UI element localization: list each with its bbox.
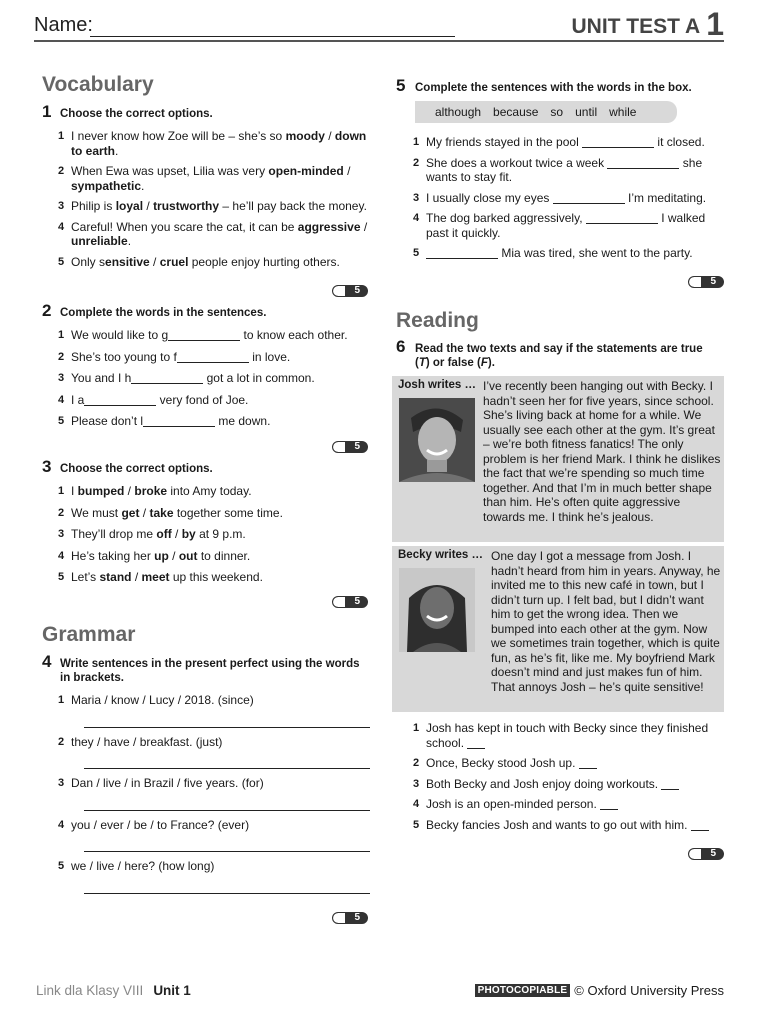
ex5-number: 5 xyxy=(396,76,406,95)
ex5-score-badge: 5 xyxy=(688,276,724,288)
answer-blank[interactable] xyxy=(84,395,156,406)
question-number: 3 xyxy=(58,777,65,789)
question-number: 4 xyxy=(58,549,65,562)
question-number: 4 xyxy=(413,212,420,224)
ex2-instruction: Complete the words in the sentences. xyxy=(60,307,267,319)
question-number: 1 xyxy=(58,485,65,497)
becky-photo xyxy=(399,568,475,652)
ex1-score-badge: 5 xyxy=(332,285,368,297)
question-text: She does a workout twice a week she wants to stay fit. xyxy=(426,155,703,184)
question-item xyxy=(58,371,368,386)
section-grammar: Grammar xyxy=(42,623,136,646)
ex6-list xyxy=(413,721,713,838)
test-title-text: UNIT TEST A xyxy=(571,15,701,38)
ex4-list xyxy=(58,693,370,901)
question-item xyxy=(58,393,368,408)
question-number: 3 xyxy=(58,200,65,212)
becky-label: Becky writes … xyxy=(398,549,484,561)
answer-blank[interactable] xyxy=(143,416,215,427)
answer-blank[interactable] xyxy=(582,137,654,148)
question-number: 5 xyxy=(413,247,420,259)
question-item xyxy=(58,735,370,770)
question-text: You and I h got a lot in common. xyxy=(71,371,315,385)
josh-label: Josh writes … xyxy=(398,379,476,391)
question-text: you / ever / be / to France? (ever) xyxy=(71,817,250,832)
question-text: Dan / live / in Brazil / five years. (for) xyxy=(71,776,264,790)
section-reading: Reading xyxy=(396,309,479,332)
box-word: so xyxy=(550,105,564,119)
ex5-instruction: Complete the sentences with the words in the box. xyxy=(415,82,692,94)
question-number: 5 xyxy=(58,860,65,872)
footer-book-title: Link dla Klasy VIII xyxy=(36,983,144,998)
question-number: 4 xyxy=(58,818,65,831)
box-word: until xyxy=(575,105,598,119)
question-text: We must get / take together some time. xyxy=(71,505,283,520)
question-item xyxy=(413,818,713,833)
question-number: 2 xyxy=(58,165,65,177)
question-item xyxy=(58,414,368,429)
question-text: They’ll drop me off / by at 9 p.m. xyxy=(71,527,246,541)
question-text: My friends stayed in the pool it closed. xyxy=(426,135,705,149)
becky-text: One day I got a message from Josh. I hadn’t heard from him in years. Anyway, he invited me to this new café in town, but I didn’t turn up. I felt bad, but I didn’t want him to get the wrong idea. Then we bumped into each other at the gym. Now we sometimes train together, which is quite fun, as he’s fit, like me. My boyfriend Mark doesn’t mind and just makes fun of him. That annoys Josh – he’s quite sensitive! xyxy=(491,549,721,694)
answer-blank[interactable] xyxy=(661,779,679,790)
question-number: 3 xyxy=(58,372,65,384)
question-item xyxy=(413,756,713,771)
question-number: 2 xyxy=(58,506,65,519)
question-text: She’s too young to f in love. xyxy=(71,349,291,364)
question-item xyxy=(58,776,370,811)
question-item xyxy=(413,721,713,750)
question-number: 2 xyxy=(58,735,65,748)
question-text: I a very fond of Joe. xyxy=(71,392,249,407)
ex1-instruction: Choose the correct options. xyxy=(60,108,213,120)
question-item xyxy=(58,350,368,365)
josh-photo xyxy=(399,398,475,482)
answer-blank[interactable] xyxy=(131,373,203,384)
question-text: We would like to g to know each other. xyxy=(71,328,348,342)
answer-blank[interactable] xyxy=(168,330,240,341)
question-item xyxy=(58,570,368,585)
answer-blank[interactable] xyxy=(600,799,618,810)
footer-book xyxy=(36,983,191,998)
ex6-instruction: Read the two texts and say if the statements are true (T) or false (F). xyxy=(415,343,703,369)
test-title xyxy=(571,6,724,43)
answer-blank[interactable] xyxy=(691,820,709,831)
answer-blank[interactable] xyxy=(426,248,498,259)
ex3-score-badge: 5 xyxy=(332,596,368,608)
question-text: I usually close my eyes I’m meditating. xyxy=(426,190,707,205)
question-item xyxy=(413,246,713,261)
ex1-number: 1 xyxy=(42,102,52,121)
question-item xyxy=(413,156,713,185)
question-number: 3 xyxy=(413,191,420,204)
ex5-list xyxy=(413,135,713,267)
question-text: we / live / here? (how long) xyxy=(71,859,215,873)
section-vocabulary: Vocabulary xyxy=(42,73,154,96)
ex4-number: 4 xyxy=(42,652,52,671)
question-text: Both Becky and Josh enjoy doing workouts. xyxy=(426,777,679,791)
ex2-score-badge: 5 xyxy=(332,441,368,453)
question-item xyxy=(413,135,713,150)
question-text: The dog barked aggressively, I walked past it quickly. xyxy=(426,211,706,240)
question-number: 1 xyxy=(413,722,420,734)
question-item xyxy=(58,255,368,270)
ex3-number: 3 xyxy=(42,457,52,476)
becky-text-panel xyxy=(392,546,724,712)
question-item xyxy=(58,220,368,249)
question-text: He’s taking her up / out to dinner. xyxy=(71,548,251,563)
question-text: Becky fancies Josh and wants to go out with him. xyxy=(426,818,709,832)
question-item xyxy=(58,527,368,542)
question-item xyxy=(58,129,368,158)
answer-line[interactable] xyxy=(84,839,370,852)
ex3-instruction: Choose the correct options. xyxy=(60,463,213,475)
answer-line[interactable] xyxy=(84,881,370,894)
question-item xyxy=(413,191,713,206)
answer-line[interactable] xyxy=(84,798,370,811)
question-text: Only sensitive / cruel people enjoy hurting others. xyxy=(71,254,340,269)
question-item xyxy=(58,859,370,894)
question-item xyxy=(413,797,713,812)
ex2-list xyxy=(58,328,368,436)
question-text: Once, Becky stood Josh up. xyxy=(426,756,597,770)
answer-blank[interactable] xyxy=(607,158,679,169)
question-number: 1 xyxy=(413,136,420,148)
page-header xyxy=(34,6,724,42)
box-word: although xyxy=(435,105,482,119)
josh-text: I’ve recently been hanging out with Becky. I hadn’t seen her for five years, since school. She’s living back at home for a while. We usually see each other at the gym. It’s great – we’re both fitness fanatics! The only problem is her friend Mark. I think he dislikes the fact that we’re spending so much time together. And that I’m in much better shape than him. He’s often quite aggressive towards me. I think he’s jealous. xyxy=(483,379,721,524)
answer-line[interactable] xyxy=(84,756,370,769)
question-number: 5 xyxy=(58,255,65,268)
footer-unit: Unit 1 xyxy=(153,983,191,998)
question-text: Philip is loyal / trustworthy – he’ll pay back the money. xyxy=(71,199,367,213)
question-number: 2 xyxy=(58,350,65,363)
ex2-number: 2 xyxy=(42,301,52,320)
name-label: Name: xyxy=(34,14,93,36)
question-text: Mia was tired, she went to the party. xyxy=(426,246,693,260)
question-item xyxy=(58,199,368,214)
question-text: they / have / breakfast. (just) xyxy=(71,734,223,749)
question-item xyxy=(58,484,368,499)
question-number: 4 xyxy=(58,393,65,406)
test-number: 1 xyxy=(706,6,724,42)
question-number: 1 xyxy=(58,130,65,142)
question-number: 5 xyxy=(58,571,65,583)
answer-blank[interactable] xyxy=(579,758,597,769)
box-word: while xyxy=(609,105,637,119)
name-field[interactable] xyxy=(90,36,455,37)
answer-blank[interactable] xyxy=(586,213,658,224)
ex4-instruction: Write sentences in the present perfect using the words in brackets. xyxy=(60,658,360,684)
ex6-number: 6 xyxy=(396,337,406,356)
question-number: 2 xyxy=(413,156,420,169)
answer-blank[interactable] xyxy=(553,193,625,204)
question-text: I bumped / broke into Amy today. xyxy=(71,484,252,498)
publisher-text: © Oxford University Press xyxy=(574,983,724,998)
answer-blank[interactable] xyxy=(177,352,249,363)
ex3-list xyxy=(58,484,368,592)
question-text: I never know how Zoe will be – she’s so moody / down to earth. xyxy=(71,129,367,158)
question-number: 3 xyxy=(413,777,420,790)
question-item xyxy=(58,328,368,343)
box-word: because xyxy=(493,105,539,119)
question-text: Let’s stand / meet up this weekend. xyxy=(71,570,263,584)
question-number: 3 xyxy=(58,528,65,540)
question-text: Josh is an open-minded person. xyxy=(426,797,618,811)
answer-line[interactable] xyxy=(84,715,370,728)
photocopiable-badge: PHOTOCOPIABLE xyxy=(475,984,571,997)
footer-publisher xyxy=(475,983,724,998)
question-item xyxy=(58,549,368,564)
question-number: 5 xyxy=(58,415,65,427)
question-item xyxy=(413,777,713,792)
word-box xyxy=(415,101,677,123)
ex4-score-badge: 5 xyxy=(332,912,368,924)
answer-blank[interactable] xyxy=(467,738,485,749)
question-text: Careful! When you scare the cat, it can be aggressive / unreliable. xyxy=(71,219,368,248)
ex6-score-badge: 5 xyxy=(688,848,724,860)
question-item xyxy=(58,506,368,521)
question-number: 1 xyxy=(58,694,65,706)
question-item xyxy=(58,164,368,193)
question-text: Josh has kept in touch with Becky since they finished school. xyxy=(426,721,709,750)
question-number: 4 xyxy=(413,798,420,810)
question-text: Please don’t l me down. xyxy=(71,414,271,428)
question-number: 1 xyxy=(58,329,65,341)
josh-text-panel xyxy=(392,376,724,542)
question-number: 5 xyxy=(413,818,420,831)
question-item xyxy=(58,693,370,728)
question-item xyxy=(413,211,713,240)
question-text: When Ewa was upset, Lilia was very open-minded / sympathetic. xyxy=(71,164,351,193)
question-text: Maria / know / Lucy / 2018. (since) xyxy=(71,693,254,707)
question-item xyxy=(58,818,370,853)
question-number: 2 xyxy=(413,757,420,769)
ex1-list xyxy=(58,129,368,275)
question-number: 4 xyxy=(58,220,65,233)
